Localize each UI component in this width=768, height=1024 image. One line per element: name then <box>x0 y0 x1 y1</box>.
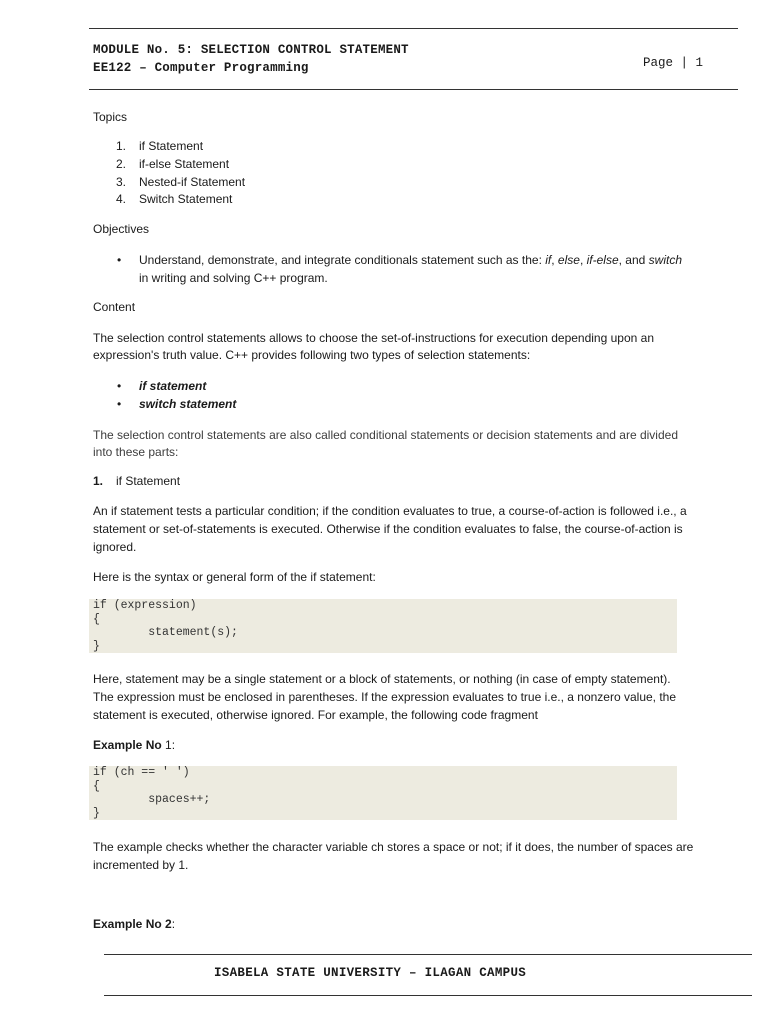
example-1-explain-line: incremented by 1. <box>93 858 189 872</box>
section-desc-line: ignored. <box>93 540 137 554</box>
topic-number: 1. <box>116 139 127 153</box>
objective-line <box>139 251 682 269</box>
topic-item: Switch Statement <box>139 192 233 206</box>
example-label-number: 1 <box>165 738 172 752</box>
content-intro-line: expression's truth value. C++ provides following two types of selection statements: <box>93 348 531 362</box>
keyword-else: else <box>557 253 580 267</box>
footer-text: ISABELA STATE UNIVERSITY – ILAGAN CAMPUS <box>214 966 527 980</box>
header-bottom-rule <box>89 89 738 90</box>
content-also-line: into these parts: <box>93 445 179 459</box>
example-1-code-block <box>89 766 677 820</box>
objective-bullet: • <box>117 253 122 267</box>
section-desc-line: An if statement tests a particular condition; if the condition evaluates to true, a course-of-action is followed i.e., a <box>93 504 687 518</box>
topic-item: if Statement <box>139 139 204 153</box>
code-line: statement(s); <box>93 626 238 639</box>
objective-lead: Understand, demonstrate, and integrate conditionals statement such as the: <box>139 253 546 267</box>
example-label-text: Example No 2 <box>93 917 172 931</box>
section-desc-line: statement or set-of-statements is executed. Otherwise if the condition evaluates to false, the course-of-action is <box>93 522 683 536</box>
topic-item: Nested-if Statement <box>139 175 246 189</box>
topic-item: if-else Statement <box>139 157 230 171</box>
page-number: Page | 1 <box>643 56 704 70</box>
section-after-line: Here, statement may be a single statement or a block of statements, or nothing (in case of empty statement). <box>93 672 671 686</box>
topic-number: 4. <box>116 192 127 206</box>
keyword-if-else: if-else <box>586 253 619 267</box>
header-top-rule <box>89 28 738 29</box>
code-line: } <box>93 806 100 820</box>
module-title: MODULE No. 5: SELECTION CONTROL STATEMENT <box>93 43 409 57</box>
example-label-colon: : <box>171 738 176 752</box>
example-1-explain-line: The example checks whether the character variable ch stores a space or not; if it does, the number of spaces are <box>93 840 694 854</box>
code-line: { <box>93 612 100 626</box>
example-1-label <box>93 736 175 754</box>
topic-number: 2. <box>116 157 127 171</box>
footer-top-rule <box>104 954 752 955</box>
content-also-line: The selection control statements are also called conditional statements or decision statements and are divided <box>93 428 678 442</box>
topics-heading: Topics <box>93 110 128 124</box>
syntax-intro: Here is the syntax or general form of the if statement: <box>93 570 376 584</box>
keyword-if: if <box>545 253 552 267</box>
code-line: if (ch == ' ') <box>93 766 190 779</box>
type-bullet: • <box>117 379 122 393</box>
code-line: if (expression) <box>93 599 197 612</box>
keyword-switch: switch <box>648 253 682 267</box>
section-after-line: statement is executed, otherwise ignored. For example, the following code fragment <box>93 708 538 722</box>
separator: , <box>551 253 558 267</box>
section-number: 1. <box>93 474 104 488</box>
separator: , and <box>618 253 649 267</box>
content-heading: Content <box>93 300 136 314</box>
code-line: } <box>93 639 100 653</box>
objective-line-2: in writing and solving C++ program. <box>139 271 328 285</box>
footer-bottom-rule <box>104 995 752 996</box>
content-intro-line: The selection control statements allows to choose the set-of-instructions for execution depending upon an <box>93 331 654 345</box>
example-label-colon: : <box>171 917 176 931</box>
syntax-code-block <box>89 599 677 653</box>
example-label-text: Example No <box>93 738 166 752</box>
course-title: EE122 – Computer Programming <box>93 61 309 75</box>
code-line: spaces++; <box>93 793 211 806</box>
separator: , <box>579 253 587 267</box>
section-after-line: The expression must be enclosed in parentheses. If the expression evaluates to true i.e., a nonzero value, the <box>93 690 677 704</box>
type-bullet: • <box>117 397 122 411</box>
section-title: if Statement <box>116 474 181 488</box>
type-if-statement: if statement <box>139 379 207 393</box>
topic-number: 3. <box>116 175 127 189</box>
example-2-label <box>93 915 175 933</box>
code-line: { <box>93 779 100 793</box>
objectives-heading: Objectives <box>93 222 150 236</box>
type-switch-statement: switch statement <box>139 397 237 411</box>
